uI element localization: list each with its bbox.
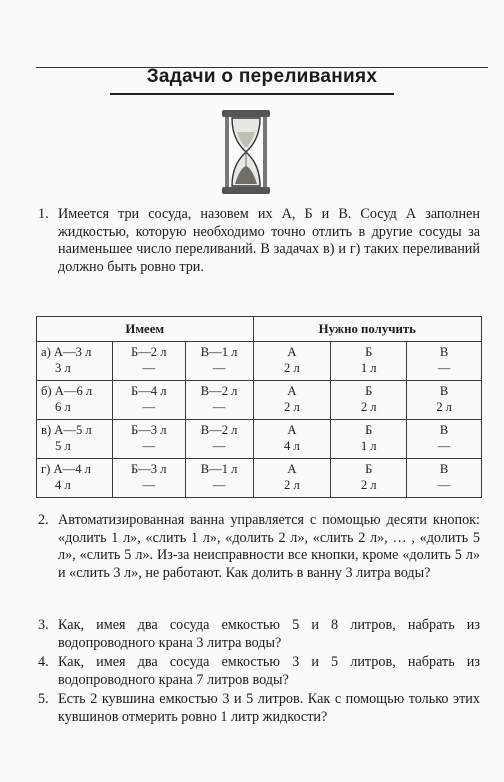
problem-text: Имеется три сосуда, назовем их А, Б и В. Сосуд А заполнен жидкостью, которую необходимо точно отлить в другие сосуды за наименьшее число переливаний. В задачах в) и г) таких переливаний должно быть ровно три. [58, 206, 480, 275]
table-cell [407, 420, 482, 459]
table-cell [37, 381, 113, 420]
problem-5 [38, 691, 480, 726]
cell-top: Б—4 л [130, 384, 167, 398]
cell-top: А [287, 345, 297, 359]
table-header-row [37, 317, 482, 342]
table-row [37, 342, 482, 381]
cell-bottom: — [212, 439, 226, 453]
cell-bottom: — [212, 400, 226, 414]
cell-bottom: 5 л [55, 439, 71, 453]
table-cell [331, 381, 407, 420]
cell-bottom: 4 л [284, 439, 300, 453]
cell-top: А [287, 462, 297, 476]
cell-bottom: — [142, 478, 156, 492]
table-cell [112, 342, 185, 381]
transfer-table [36, 316, 482, 498]
table-row [37, 420, 482, 459]
cell-top: Б [365, 462, 373, 476]
hourglass-icon [218, 108, 274, 196]
cell-bottom: — [142, 361, 156, 375]
table-cell [112, 420, 185, 459]
cell-top: а) А—3 л [41, 345, 92, 359]
cell-top: Б [365, 423, 373, 437]
table-cell [112, 381, 185, 420]
cell-bottom: 3 л [55, 361, 71, 375]
problem-number: 2. [38, 512, 49, 528]
cell-bottom: — [437, 439, 451, 453]
table-cell [407, 342, 482, 381]
cell-top: в) А—5 л [41, 423, 92, 437]
table-cell [185, 381, 253, 420]
table-cell [112, 459, 185, 498]
cell-top: Б [365, 384, 373, 398]
table-cell [407, 459, 482, 498]
cell-bottom: — [212, 478, 226, 492]
table-cell [37, 459, 113, 498]
problem-text: Есть 2 кувшина емкостью 3 и 5 литров. Как с помощью только этих кувшинов отмерить ровно 1 литр жидкости? [58, 691, 480, 725]
cell-top: б) А—6 л [41, 384, 93, 398]
problem-number: 5. [38, 691, 49, 707]
cell-top: г) А—4 л [41, 462, 91, 476]
cell-bottom: 2 л [284, 478, 300, 492]
table-cell [253, 381, 331, 420]
problem-4 [38, 654, 480, 689]
cell-bottom: 1 л [360, 361, 377, 375]
table-cell [253, 342, 331, 381]
table-cell [253, 459, 331, 498]
cell-top: Б [365, 345, 373, 359]
header-need: Нужно получить [253, 317, 481, 342]
problem-3 [38, 617, 480, 652]
cell-top: В—1 л [200, 462, 238, 476]
cell-top: А [287, 423, 297, 437]
table-cell [185, 342, 253, 381]
problem-number: 3. [38, 617, 49, 633]
cell-top: А [287, 384, 297, 398]
title-underline [110, 93, 394, 95]
cell-bottom: — [142, 400, 156, 414]
cell-bottom: 6 л [55, 400, 71, 414]
table-cell [331, 459, 407, 498]
problem-number: 4. [38, 654, 49, 670]
cell-bottom: — [142, 439, 156, 453]
table-cell [253, 420, 331, 459]
cell-bottom: 1 л [360, 439, 377, 453]
cell-bottom: — [437, 361, 451, 375]
table-cell [185, 459, 253, 498]
problem-text: Как, имея два сосуда емкостью 5 и 8 литров, набрать из водопроводного крана 3 литра воды? [58, 617, 480, 651]
page-title: Задачи о переливаниях [146, 66, 378, 87]
problem-text: Автоматизированная ванна управляется с помощью десяти кнопок: «долить 1 л», «слить 1 л», «долить 2 л», «слить 2 л», … , «долить 5 л», «слить 5 л». Из-за неисправности все кнопки, кроме «долить 5 л» и «слить 3 л», не работают. Как долить в ванну 3 литра воды? [58, 512, 480, 581]
table-cell [331, 420, 407, 459]
cell-top: В—2 л [200, 423, 238, 437]
cell-bottom: 2 л [360, 400, 377, 414]
cell-top: В [439, 462, 449, 476]
table-cell [331, 342, 407, 381]
cell-bottom: 2 л [284, 361, 300, 375]
cell-bottom: — [437, 478, 451, 492]
cell-top: Б—3 л [130, 462, 167, 476]
table-cell [185, 420, 253, 459]
problem-text: Как, имея два сосуда емкостью 3 и 5 литров, набрать из водопроводного крана 7 литров воды? [58, 654, 480, 688]
cell-bottom: 2 л [284, 400, 300, 414]
cell-top: В [439, 423, 449, 437]
cell-top: В [439, 345, 449, 359]
cell-top: В [439, 384, 449, 398]
table-cell [37, 342, 113, 381]
table-row [37, 459, 482, 498]
table-row [37, 381, 482, 420]
cell-top: Б—3 л [130, 423, 167, 437]
header-have: Имеем [37, 317, 254, 342]
table-cell [37, 420, 113, 459]
cell-top: В—2 л [200, 384, 238, 398]
cell-bottom: — [212, 361, 226, 375]
cell-bottom: 2 л [436, 400, 452, 414]
problem-number: 1. [38, 206, 49, 222]
table-cell [407, 381, 482, 420]
problem-1 [38, 206, 480, 276]
cell-top: В—1 л [200, 345, 238, 359]
cell-top: Б—2 л [130, 345, 167, 359]
cell-bottom: 4 л [55, 478, 71, 492]
problem-2 [38, 512, 480, 582]
cell-bottom: 2 л [360, 478, 377, 492]
